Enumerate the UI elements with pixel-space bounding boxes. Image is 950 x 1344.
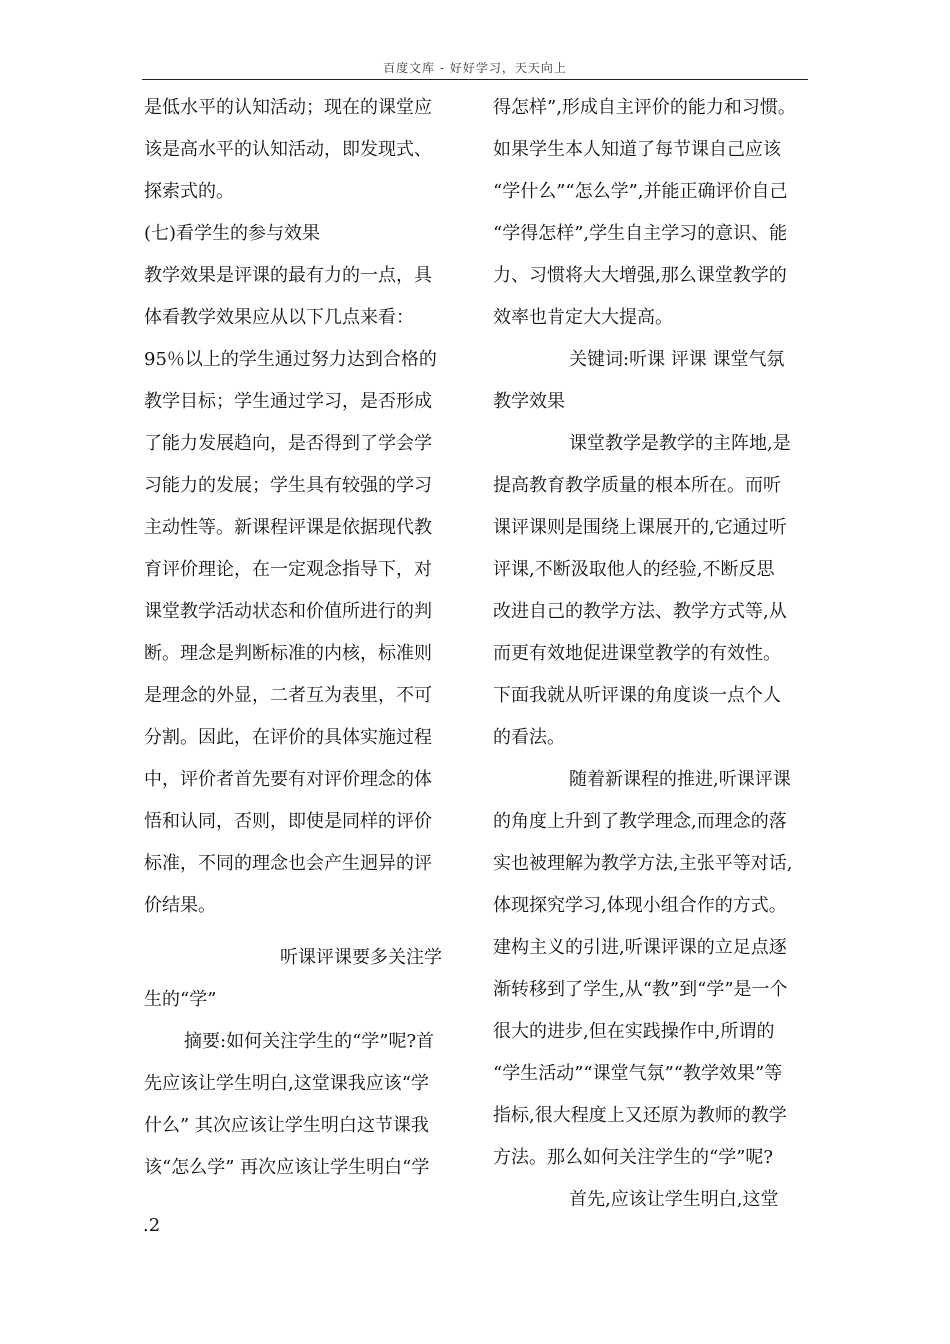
text-line: 体现探究学习,体现小组合作的方式。	[493, 895, 787, 916]
abstract-line: 力、习惯将大大增强,那么课堂教学的	[493, 265, 787, 286]
text-line: 的看法。	[493, 727, 565, 748]
text-line: 很大的进步,但在实践操作中,所谓的	[493, 1021, 775, 1042]
abstract-line: 什么” 其次应该让学生明白这节课我	[144, 1115, 429, 1136]
text-line: 断。理念是判断标准的内核，标准则	[144, 643, 432, 664]
abstract-line: “学什么”“怎么学”,并能正确评价自己	[493, 181, 788, 202]
text-line: 评课,不断汲取他人的经验,不断反思	[493, 559, 775, 580]
text-line: 探索式的。	[144, 181, 234, 202]
page-header: 百度文库 - 好好学习，天天向上	[383, 61, 567, 75]
abstract-line: 先应该让学生明白,这堂课我应该“学	[144, 1073, 429, 1094]
text-line: 改进自己的教学方法、教学方式等,从	[493, 601, 787, 622]
abstract-line: 摘要:如何关注学生的“学”呢?首	[184, 1031, 435, 1052]
abstract-line: “学得怎样”,学生自主学习的意识、能	[493, 223, 788, 244]
text-line: 课评课则是围绕上课展开的,它通过听	[493, 517, 787, 538]
text-line: 实也被理解为教学方法,主张平等对话,	[493, 853, 793, 874]
article-title: 生的“学”	[144, 989, 217, 1010]
text-line: 悟和认同，否则，即使是同样的评价	[144, 811, 432, 832]
article-title: 听课评课要多关注学	[280, 947, 442, 968]
text-line: 下面我就从听评课的角度谈一点个人	[493, 685, 781, 706]
text-line: 课堂教学活动状态和价值所进行的判	[144, 601, 432, 622]
abstract-line: 效率也肯定大大提高。	[493, 307, 673, 328]
section-heading: (七)看学生的参与效果	[144, 223, 321, 244]
text-line: 提高教育教学质量的根本所在。而听	[493, 475, 781, 496]
text-line: 是理念的外显，二者互为表里，不可	[144, 685, 432, 706]
text-line: “学生活动”“课堂气氛”“教学效果”等	[493, 1063, 783, 1084]
keywords-line: 关键词:听课 评课 课堂气氛	[569, 349, 785, 370]
text-line: 方法。那么如何关注学生的“学”呢?	[493, 1147, 774, 1168]
text-line: 育评价理论，在一定观念指导下，对	[144, 559, 432, 580]
header-rule	[142, 79, 808, 80]
text-line: 随着新课程的推进,听课评课	[569, 769, 791, 790]
text-line: 建构主义的引进,听课评课的立足点逐	[493, 937, 787, 958]
text-line: 渐转移到了学生,从“教”到“学”是一个	[493, 979, 788, 1000]
text-line: 教学效果是评课的最有力的一点，具	[144, 265, 432, 286]
text-line: 是低水平的认知活动；现在的课堂应	[144, 97, 432, 118]
text-line: 中，评价者首先要有对评价理念的体	[144, 769, 432, 790]
text-line: 指标,很大程度上又还原为教师的教学	[493, 1105, 787, 1126]
keywords-line: 教学效果	[493, 391, 565, 412]
text-line: 体看教学效果应从以下几点来看：	[144, 307, 414, 328]
text-line: 主动性等。新课程评课是依据现代教	[144, 517, 432, 538]
text-line: 该是高水平的认知活动，即发现式、	[144, 139, 432, 160]
text-line: 标准，不同的理念也会产生迥异的评	[144, 853, 432, 874]
text-line: 教学目标；学生通过学习，是否形成	[144, 391, 432, 412]
text-line: 了能力发展趋向，是否得到了学会学	[144, 433, 432, 454]
page-number: .2	[143, 1215, 161, 1236]
text-line: 95％以上的学生通过努力达到合格的	[144, 349, 437, 370]
text-line: 价结果。	[144, 895, 216, 916]
abstract-line: 得怎样”,形成自主评价的能力和习惯。	[493, 97, 796, 118]
text-line: 而更有效地促进课堂教学的有效性。	[493, 643, 781, 664]
text-line: 的角度上升到了教学理念,而理念的落	[493, 811, 787, 832]
text-line: 首先,应该让学生明白,这堂	[569, 1189, 779, 1210]
abstract-line: 该“怎么学” 再次应该让学生明白“学	[144, 1157, 430, 1178]
text-line: 课堂教学是教学的主阵地,是	[569, 433, 791, 454]
text-line: 习能力的发展；学生具有较强的学习	[144, 475, 432, 496]
text-line: 分割。因此，在评价的具体实施过程	[144, 727, 432, 748]
abstract-line: 如果学生本人知道了每节课自己应该	[493, 139, 781, 160]
